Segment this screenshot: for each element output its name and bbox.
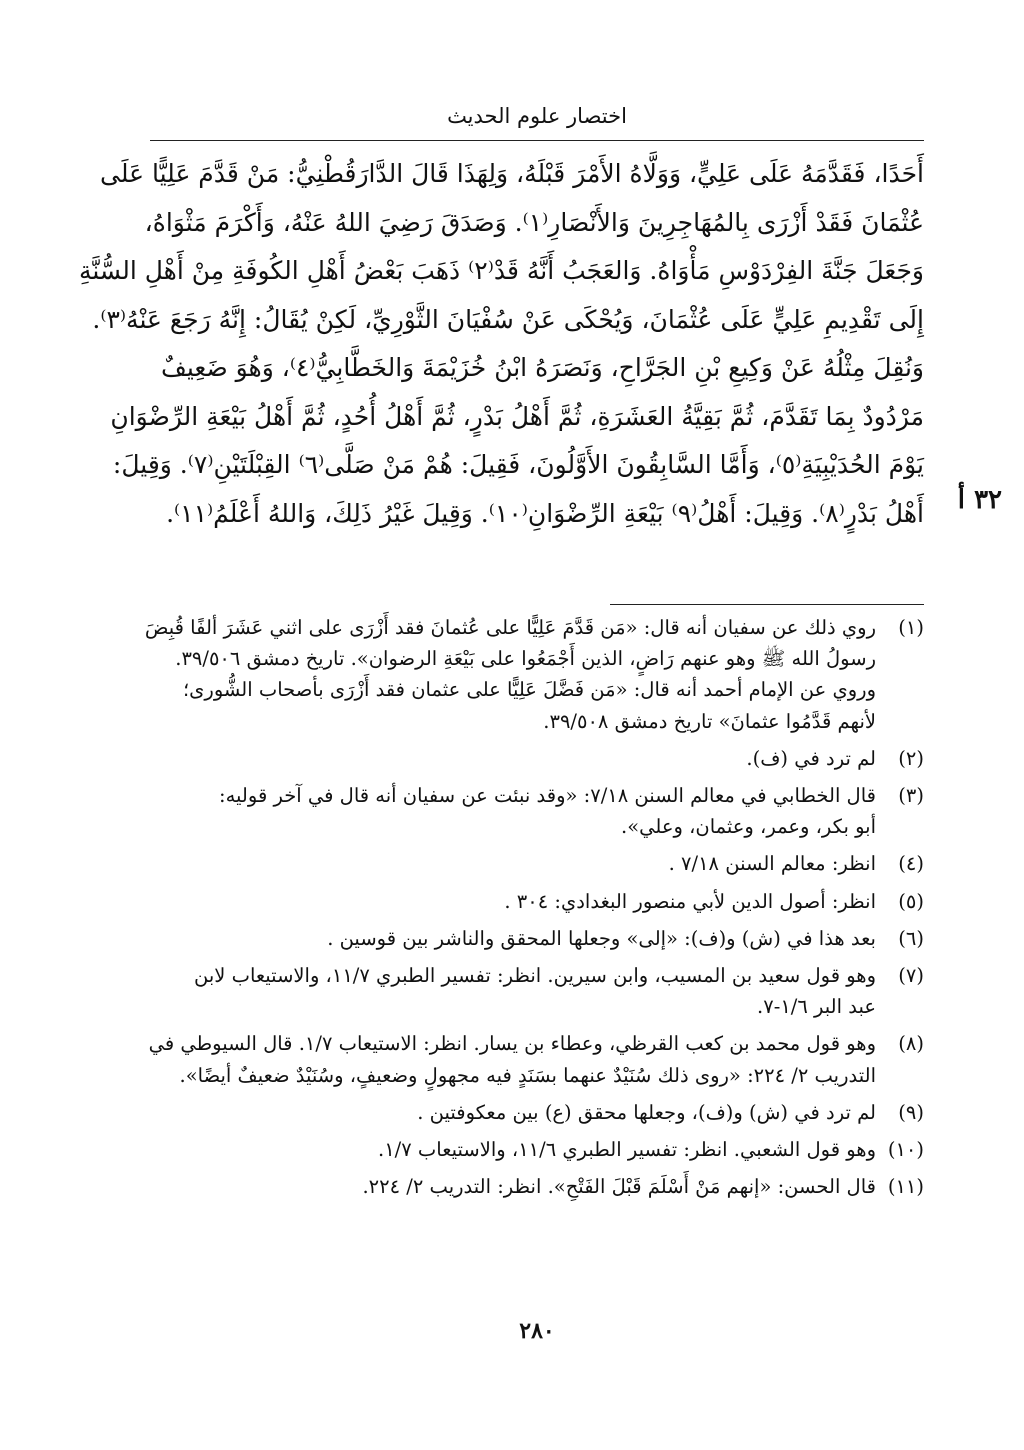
footnote-line: وروي عن الإمام أحمد أنه قال: «مَن فَضَّلَ عَلِيًّا على عثمان فقد أَزْرَى بأصحاب الشُّورى؛ [182, 678, 876, 702]
footnote-line: انظر: معالم السنن ٧/١٨ . [668, 852, 876, 876]
footnote-text [100, 960, 876, 1022]
footnote-text [100, 1097, 876, 1128]
footnote-10 [100, 1134, 924, 1165]
footnote-text [100, 848, 876, 879]
text-line: أَحَدًا، فَقَدَّمَهُ عَلَى عَلِيٍّ، وَوَلَّاهُ الأَمْرَ قَبْلَهُ، وَلِهَذَا قَالَ الدَّارَقُطْنِيُّ: مَنْ قَدَّمَ عَلِيًّا عَلَى [100, 159, 924, 188]
footnote-line: روي ذلك عن سفيان أنه قال: «مَن قَدَّمَ عَلِيًّا على عُثمانَ فقد أَزْرَى على اثني عَشَرَ ألفًا قُبِضَ [144, 616, 876, 639]
footnote-text [100, 780, 876, 842]
footnote-number: (٢) [898, 746, 924, 770]
text-line: إِلَى تَقْدِيمِ عَلِيٍّ عَلَى عُثْمَانَ، وَيُحْكَى عَنْ سُفْيَانَ الثَّوْرِيِّ، لَكِنْ يُقَالُ: إِنَّهُ رَجَعَ عَنْهُ⁽٣⁾. [92, 304, 924, 334]
footnote-number: (١) [898, 616, 924, 639]
footnote-line: قال الخطابي في معالم السنن ٧/١٨: «وقد نبئت عن سفيان أنه قال في آخر قوليه: [219, 784, 876, 808]
text-line: وَنُقِلَ مِثْلُهُ عَنْ وَكِيعِ بْنِ الجَرَّاحِ، وَنَصَرَهُ ابْنُ خُزَيْمَةَ وَالخَطَّابِيُّ⁽٤⁾، وَهُوَ ضَعِيفٌ [160, 353, 924, 382]
footnote-line: لم ترد في (ف). [746, 746, 876, 770]
footnote-text [100, 1028, 876, 1090]
footnote-number: (٤) [898, 852, 924, 876]
footnote-text [100, 1171, 876, 1202]
footnote-8 [100, 1028, 924, 1090]
text-line: وَجَعَلَ جَنَّةَ الفِرْدَوْسِ مَأْوَاهُ. وَالعَجَبُ أَنَّهُ قَدْ⁽٢⁾ ذَهَبَ بَعْضُ أَهْلِ الكُوفَةِ مِنْ أَهْلِ السُّنَّةِ [78, 256, 924, 285]
text-line: مَرْدُودٌ بِمَا تَقَدَّمَ، ثُمَّ بَقِيَّةُ العَشَرَةِ، ثُمَّ أَهْلُ بَدْرٍ، ثُمَّ أَهْلُ أُحُدٍ، ثُمَّ أَهْلُ بَيْعَةِ الرِّضْوَانِ [110, 401, 924, 431]
footnote-number: (٥) [898, 889, 924, 913]
footnote-line: رسولُ الله ﷺ وهو عنهم رَاضٍ، الذين أَجْمَعُوا على بَيْعَةِ الرضوان». تاريخ دمشق ٣٩/٥٠٦. [175, 647, 876, 671]
footnote-text [100, 923, 876, 954]
footnote-number: (٣) [898, 784, 924, 808]
footnote-line: لأنهم قَدَّمُوا عثمانَ» تاريخ دمشق ٣٩/٥٠٨. [543, 709, 876, 733]
footnote-line: لم ترد في (ش) و(ف)، وجعلها محقق (ع) بين معكوفتين . [417, 1100, 876, 1124]
footnote-number: (١٠) [887, 1138, 924, 1162]
footnote-line: عبد البر ١/٦-٧. [757, 995, 876, 1019]
footnote-line: قال الحسن: «إنهم مَنْ أَسْلَمَ قَبْلَ الفَتْحِ». انظر: التدريب ٢/ ٢٢٤. [362, 1175, 876, 1199]
text-line: يَوْمَ الحُدَيْبِيَةِ⁽٥⁾، وَأَمَّا السَّابِقُونَ الأَوَّلُونَ، فَقِيلَ: هُمْ مَنْ صَلَّى⁽٦⁾ القِبْلَتَيْنِ⁽٧⁾. وَقِيلَ: [112, 450, 924, 479]
footnote-rule [610, 604, 924, 605]
footnote-6 [100, 923, 924, 954]
text-line: أَهْلُ بَدْرٍ⁽٨⁾. وَقِيلَ: أَهْلُ⁽٩⁾ بَيْعَةِ الرِّضْوَانِ⁽١٠⁾. وَقِيلَ غَيْرُ ذَلِكَ، وَاللهُ أَعْلَمُ⁽١١⁾. [166, 498, 924, 528]
footnote-5 [100, 886, 924, 917]
footnote-7 [100, 960, 924, 1022]
footnote-text [100, 886, 876, 917]
footnote-number: (٦) [898, 926, 924, 950]
footnote-line: التدريب ٢/ ٢٢٤: «روى ذلك سُنَيْدٌ عنهما بسَنَدٍ فيه مجهولٍ وضعيفٍ، وسُنَيْدٌ ضعيفٌ أيضًا». [179, 1063, 876, 1087]
footnote-line: انظر: أصول الدين لأبي منصور البغدادي: ٣٠٤ . [504, 889, 876, 913]
footnote-11 [100, 1171, 924, 1202]
running-head: اختصار علوم الحديث [447, 104, 627, 128]
footnote-line: أبو بكر، وعمر، وعثمان، وعلي». [621, 815, 876, 839]
footnote-1 [100, 612, 924, 737]
header-rule [150, 140, 924, 141]
page-number: ٢٨٠ [519, 1318, 555, 1344]
footnote-line: وهو قول محمد بن كعب القرظي، وعطاء بن يسار. انظر: الاستيعاب ١/٧. قال السيوطي في [148, 1032, 876, 1056]
footnote-number: (١١) [887, 1175, 924, 1199]
footnote-number: (٨) [898, 1032, 924, 1056]
footnote-number: (٩) [898, 1100, 924, 1124]
footnote-text [100, 1134, 876, 1165]
main-text [78, 150, 924, 538]
footnote-2 [100, 743, 924, 774]
text-line: عُثْمَانَ فَقَدْ أَزْرَى بِالمُهَاجِرِينَ وَالأَنْصَارِ⁽١⁾. وَصَدَقَ رَضِيَ اللهُ عَنْهُ، وَأَكْرَمَ مَثْوَاهُ، [144, 207, 924, 237]
footnote-text [100, 612, 876, 737]
footnotes [100, 612, 924, 1208]
footnote-number: (٧) [898, 964, 924, 988]
footnote-4 [100, 848, 924, 879]
footnote-line: بعد هذا في (ش) و(ف): «إلى» وجعلها المحقق والناشر بين قوسين . [327, 926, 876, 950]
margin-folio-note: ٣٢ أ [957, 485, 1002, 515]
footnote-line: وهو قول سعيد بن المسيب، وابن سيرين. انظر: تفسير الطبري ١١/٧، والاستيعاب لابن [194, 964, 876, 988]
footnote-9 [100, 1097, 924, 1128]
footnote-line: وهو قول الشعبي. انظر: تفسير الطبري ١١/٦، والاستيعاب ١/٧. [378, 1138, 876, 1162]
footnote-3 [100, 780, 924, 842]
footnote-text [100, 743, 876, 774]
